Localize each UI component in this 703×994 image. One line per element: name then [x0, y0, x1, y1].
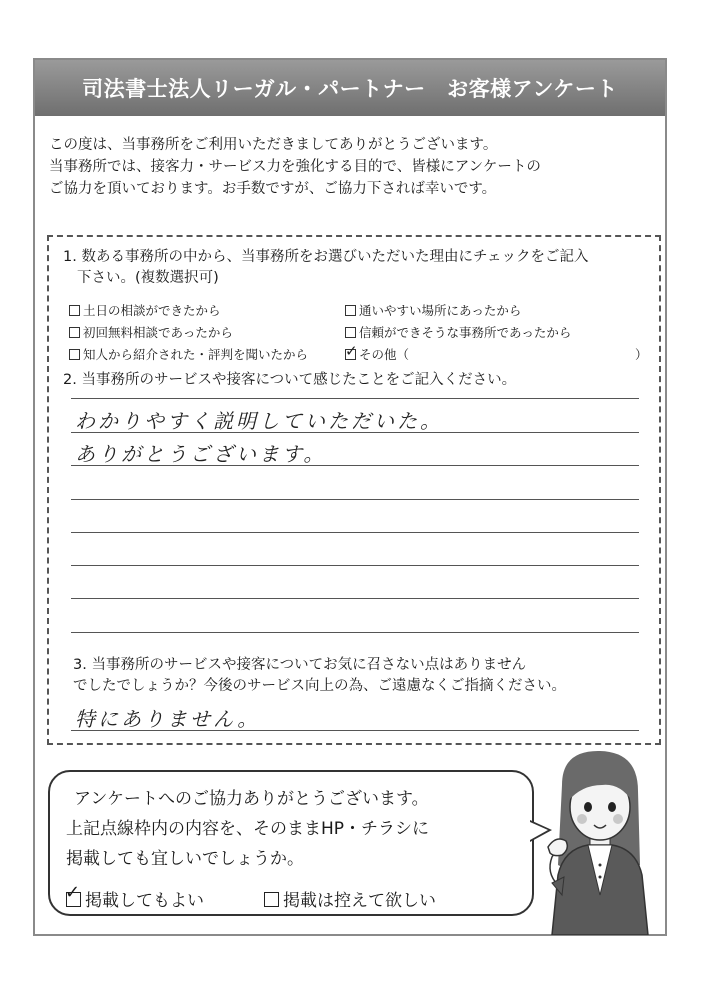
q1-option-referral[interactable] [69, 345, 308, 363]
q1-option-free-consult[interactable] [69, 323, 233, 341]
answer-line [71, 598, 639, 599]
bubble-line: 掲載しても宜しいでしょうか。 [66, 849, 304, 869]
intro-line: 当事務所では、接客力・サービス力を強化する目的で、皆様にアンケートの [49, 159, 541, 175]
answer-line [71, 532, 639, 533]
consent-no[interactable] [264, 886, 436, 911]
checkmark-icon: ✓ [345, 342, 358, 360]
checkbox-icon[interactable] [65, 882, 81, 907]
checkbox-icon[interactable] [69, 305, 80, 316]
option-label: 知人から紹介された・評判を聞いたから [83, 347, 309, 362]
checkbox-icon[interactable] [345, 342, 358, 360]
option-label: 土日の相談ができたから [83, 303, 221, 318]
checkbox-icon[interactable] [264, 892, 279, 907]
answer-line [71, 565, 639, 566]
checkmark-icon: ✓ [65, 882, 81, 903]
intro-text [49, 134, 649, 200]
option-label: その他（ [359, 347, 410, 362]
checkbox-icon[interactable] [345, 305, 356, 316]
survey-sheet [33, 58, 667, 936]
bubble-line: 上記点線枠内の内容を、そのままHP・チラシに [66, 819, 430, 839]
page-title: 司法書士法人リーガル・パートナー お客様アンケート [35, 60, 665, 116]
q3-text-line1: 3. 当事務所のサービスや接客についてお気に召さない点はありません [73, 657, 527, 673]
answer-line [71, 730, 639, 731]
checkbox-icon[interactable] [345, 327, 356, 338]
q1-option-weekend[interactable] [69, 301, 221, 319]
option-label: 信頼ができそうな事務所であったから [359, 325, 572, 340]
answer-line [71, 499, 639, 500]
q3-answer: 特にありません。 [75, 707, 261, 731]
q3-text-line2: でしたでしょうか？今後のサービス向上の為、ご遠慮なくご指摘ください。 [73, 678, 566, 694]
answer-line [71, 465, 639, 466]
other-paren-close: ） [635, 347, 648, 362]
q1-option-other[interactable] [345, 342, 410, 363]
answer-line [71, 632, 639, 633]
checkbox-icon[interactable] [69, 349, 80, 360]
consent-no-label: 掲載は控えて欲しい [283, 891, 436, 911]
woman-in-suit-illustration [522, 745, 672, 935]
answer-line [71, 398, 639, 399]
answer-region [47, 235, 661, 745]
q2-answer-line1: わかりやすく説明していただいた。 [75, 409, 443, 433]
q2-answer-line2: ありがとうございます。 [75, 442, 327, 466]
answer-line [71, 432, 639, 433]
consent-yes[interactable] [65, 882, 204, 911]
intro-line: この度は、当事務所をご利用いただきましてありがとうございます。 [49, 137, 498, 153]
q2-text: 2. 当事務所のサービスや接客について感じたことをご記入ください。 [63, 372, 517, 388]
checkbox-icon[interactable] [69, 327, 80, 338]
option-label: 通いやすい場所にあったから [359, 303, 522, 318]
q1-text-line2: 下さい。(複数選択可) [77, 270, 219, 286]
q1-text-line1: 1. 数ある事務所の中から、当事務所をお選びいただいた理由にチェックをご記入 [63, 249, 589, 265]
consent-bubble [48, 770, 534, 916]
q1-option-location[interactable] [345, 301, 521, 319]
bubble-line: アンケートへのご協力ありがとうございます。 [74, 789, 429, 809]
consent-yes-label: 掲載してもよい [85, 891, 204, 911]
intro-line: ご協力を頂いております。お手数ですが、ご協力下されば幸いです。 [49, 181, 497, 197]
option-label: 初回無料相談であったから [83, 325, 233, 340]
q1-option-trust[interactable] [345, 323, 571, 341]
